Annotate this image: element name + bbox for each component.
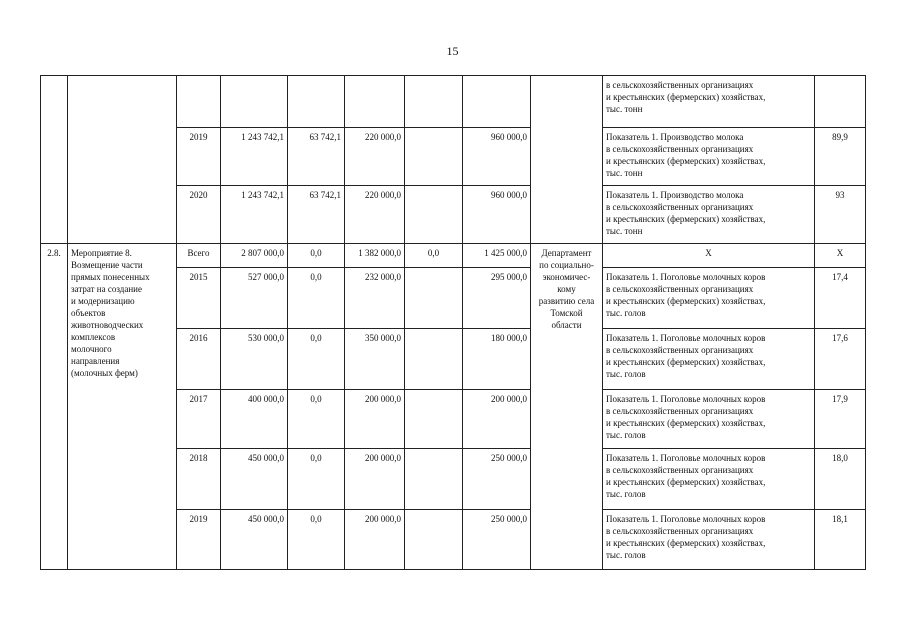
local-cell [405,390,463,449]
value-cell: Х [815,244,866,268]
federal-cell: 0,0 [288,268,345,329]
total-cell: 400 000,0 [221,390,288,449]
year-cell: 2017 [177,390,221,449]
measure-name-cell [68,244,177,570]
local-cell [405,186,463,244]
regional-cell: 232 000,0 [345,268,405,329]
total-cell: 530 000,0 [221,329,288,390]
value-cell: 17,6 [815,329,866,390]
other-cell: 180 000,0 [463,329,531,390]
federal-cell: 0,0 [288,449,345,510]
table-cell [405,76,463,128]
total-cell: 1 243 742,1 [221,128,288,186]
indicator-text: Показатель 1. Производство молока в сельскохозяйственных организациях и крестьянских (фермерских) хозяйствах, тыс. тонн [606,132,766,178]
indicator-text: Показатель 1. Поголовье молочных коров в сельскохозяйственных организациях и крестьянских (фермерских) хозяйствах, тыс. голов [606,272,766,318]
indicator-text: в сельскохозяйственных организациях и крестьянских (фермерских) хозяйствах, тыс. тонн [606,80,766,114]
measure-name: Мероприятие 8. Возмещение части прямых понесенных затрат на создание и модернизацию объектов животноводческих комплексов молочного направления (молочных ферм) [71,248,150,378]
regional-cell: 220 000,0 [345,128,405,186]
value-cell: 18,1 [815,510,866,570]
carry-dept-cell [531,76,603,244]
other-cell: 200 000,0 [463,390,531,449]
value-cell: 93 [815,186,866,244]
measure-number: 2.8. [41,244,68,570]
carry-name-cell [68,76,177,244]
local-cell [405,329,463,390]
indicator-text: Показатель 1. Поголовье молочных коров в сельскохозяйственных организациях и крестьянских (фермерских) хозяйствах, тыс. голов [606,394,766,440]
year-cell: Всего [177,244,221,268]
value-cell: 17,9 [815,390,866,449]
regional-cell: 350 000,0 [345,329,405,390]
page-number: 15 [446,44,459,58]
table-cell [815,76,866,128]
other-cell: 295 000,0 [463,268,531,329]
regional-cell: 200 000,0 [345,390,405,449]
total-cell: 1 243 742,1 [221,186,288,244]
table-cell [288,76,345,128]
indicator-text: Показатель 1. Поголовье молочных коров в сельскохозяйственных организациях и крестьянских (фермерских) хозяйствах, тыс. голов [606,514,766,560]
indicator-cell [603,329,815,390]
other-cell: 960 000,0 [463,186,531,244]
table-cell [177,76,221,128]
indicator-cell [603,390,815,449]
year-cell: 2015 [177,268,221,329]
regional-cell: 220 000,0 [345,186,405,244]
indicator-cell [603,510,815,570]
table-cell [345,76,405,128]
indicator-text: Показатель 1. Производство молока в сельскохозяйственных организациях и крестьянских (фермерских) хозяйствах, тыс. тонн [606,190,766,236]
local-cell [405,268,463,329]
indicator-cell: Х [603,244,815,268]
other-cell: 250 000,0 [463,449,531,510]
indicator-text: Показатель 1. Поголовье молочных коров в сельскохозяйственных организациях и крестьянских (фермерских) хозяйствах, тыс. голов [606,453,766,499]
indicator-cell [603,128,815,186]
local-cell [405,449,463,510]
federal-cell: 0,0 [288,510,345,570]
measure-total-row [41,244,866,268]
total-cell: 2 807 000,0 [221,244,288,268]
local-cell: 0,0 [405,244,463,268]
federal-cell: 0,0 [288,390,345,449]
federal-cell: 0,0 [288,244,345,268]
other-cell: 1 425 000,0 [463,244,531,268]
regional-cell: 1 382 000,0 [345,244,405,268]
indicator-cell [603,76,815,128]
year-cell: 2020 [177,186,221,244]
indicator-cell [603,449,815,510]
value-cell: 17,4 [815,268,866,329]
year-cell: 2019 [177,510,221,570]
carry-num-cell [41,76,68,244]
department-cell [531,244,603,570]
indicator-cell [603,186,815,244]
federal-cell: 63 742,1 [288,128,345,186]
continuation-row [41,76,866,128]
local-cell [405,128,463,186]
table-cell [221,76,288,128]
department-name: Департамент по социально- экономичес- кому развитию села Томской области [538,248,595,330]
regional-cell: 200 000,0 [345,510,405,570]
indicator-text: Показатель 1. Поголовье молочных коров в сельскохозяйственных организациях и крестьянских (фермерских) хозяйствах, тыс. голов [606,333,766,379]
total-cell: 450 000,0 [221,449,288,510]
total-cell: 450 000,0 [221,510,288,570]
value-cell: 89,9 [815,128,866,186]
other-cell: 250 000,0 [463,510,531,570]
total-cell: 527 000,0 [221,268,288,329]
year-cell: 2018 [177,449,221,510]
other-cell: 960 000,0 [463,128,531,186]
table-cell [463,76,531,128]
regional-cell: 200 000,0 [345,449,405,510]
program-table [40,75,866,570]
year-cell: 2019 [177,128,221,186]
federal-cell: 0,0 [288,329,345,390]
federal-cell: 63 742,1 [288,186,345,244]
year-cell: 2016 [177,329,221,390]
value-cell: 18,0 [815,449,866,510]
local-cell [405,510,463,570]
indicator-cell [603,268,815,329]
